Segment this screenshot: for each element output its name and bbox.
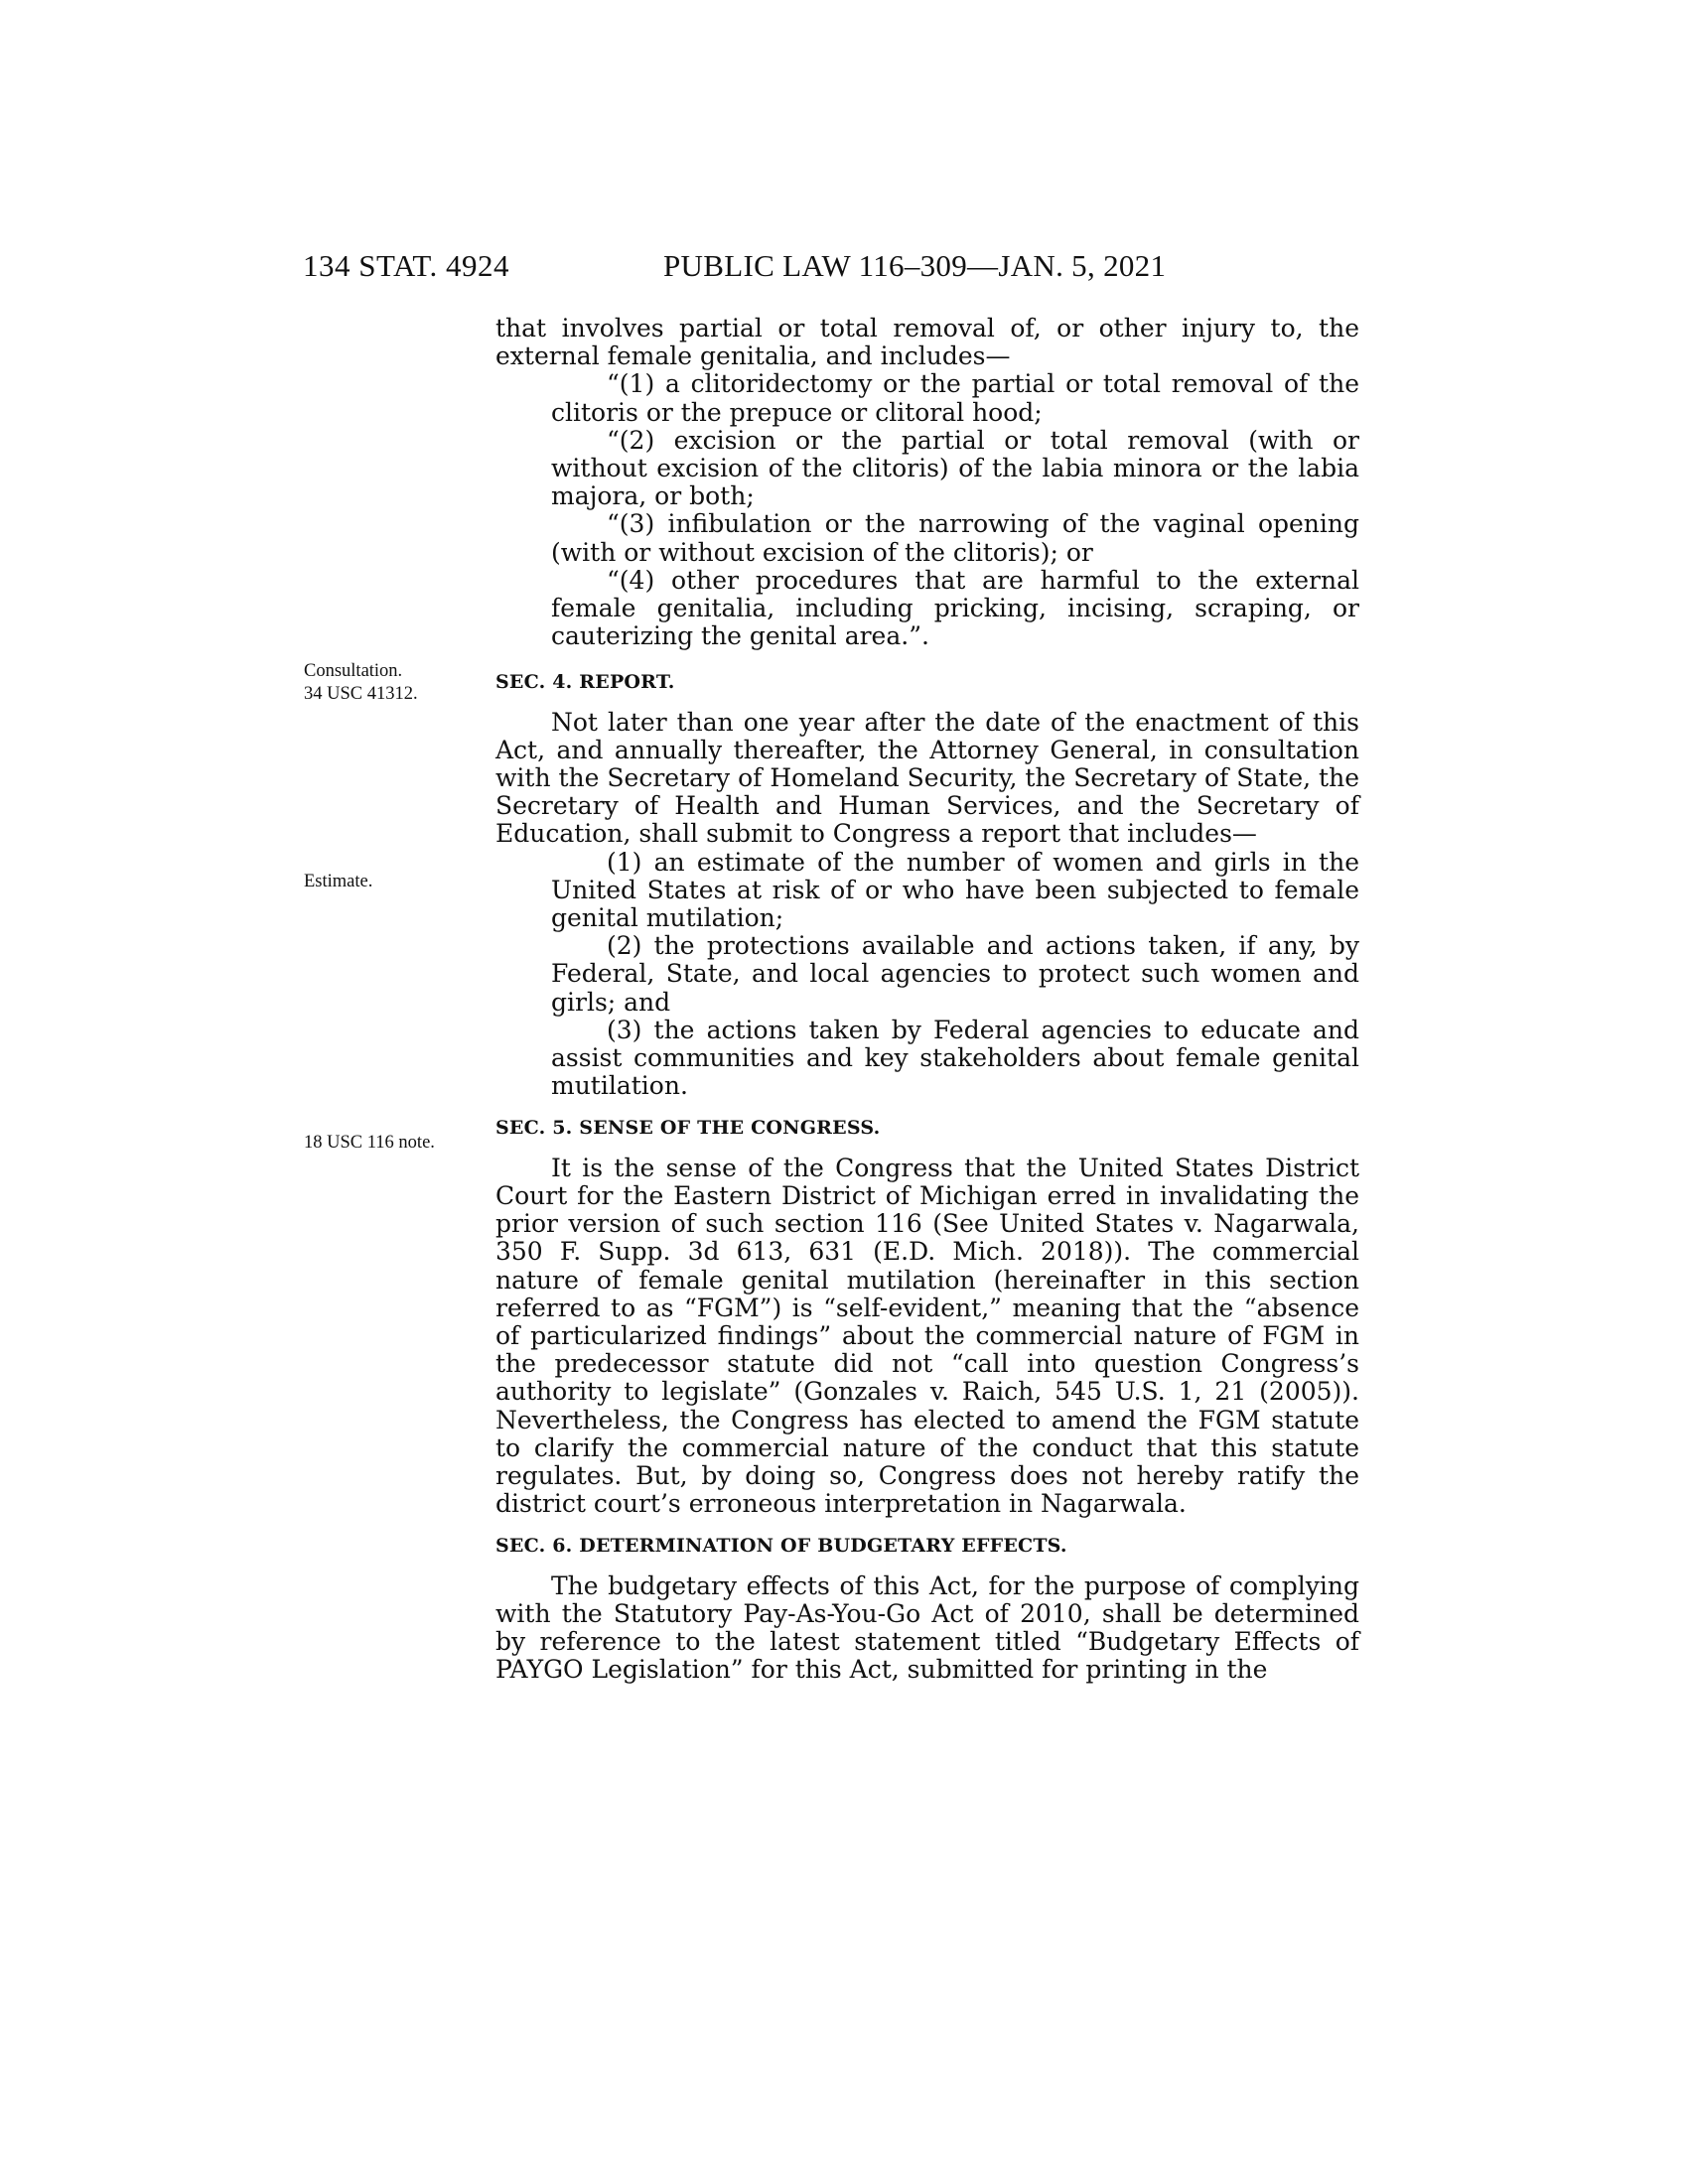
- margin-note-consultation: Consultation.: [304, 661, 403, 681]
- definition-item-2: “(2) excision or the partial or total removal (with or without excision of the clitoris) of the labia minora or the labia majora, or both;: [551, 425, 1359, 511]
- margin-note-usc-116-note: 18 USC 116 note.: [304, 1133, 435, 1153]
- sec5-text: It is the sense of the Congress that the United States District Court for the Eastern District of Michigan erred in invalidating the prior version of such section 116 (See United States v. Nagarwala, 350 F. Supp. 3d 613, 631 (E.D. Mich. 2018)). The commercial nature of female genital mutilation (hereinafter in this section referred to as “FGM”) is “self-evident,” meaning that the “absence of particularized findings” about the commercial nature of FGM in the predecessor statute did not “call into question Congress’s authority to legislate” (Gonzales v. Raich, 545 U.S. 1, 21 (2005)). Nevertheless, the Congress has elected to amend the FGM statute to clarify the commercial nature of the conduct that this statute regulates. But, by doing so, Congress does not hereby ratify the district court’s erroneous interpretation in Nagarwala.: [495, 1153, 1359, 1519]
- stat-page-number: 134 STAT. 4924: [303, 248, 510, 283]
- sec6-heading: SEC. 6. DETERMINATION OF BUDGETARY EFFECTS.: [495, 1535, 1067, 1558]
- sec4-intro: Not later than one year after the date of the enactment of this Act, and annually thereafter, the Attorney General, in consultation with the Secretary of Homeland Security, the Secretary of State, the Secretary of Health and Human Services, and the Secretary of Education, shall submit to Congress a report that includes—: [495, 707, 1359, 849]
- definition-item-3: “(3) infibulation or the narrowing of the vaginal opening (with or without excision of the clitoris); or: [551, 509, 1359, 567]
- sec4-item-3: (3) the actions taken by Federal agencies to educate and assist communities and key stakeholders about female genital mutilation.: [551, 1015, 1359, 1101]
- body-text: [495, 315, 1359, 1684]
- sec4-item-1: (1) an estimate of the number of women and girls in the United States at risk of or who have been subjected to female genital mutilation;: [551, 847, 1359, 933]
- running-title: PUBLIC LAW 116–309—JAN. 5, 2021: [663, 248, 1167, 283]
- margin-note-usc-41312: 34 USC 41312.: [304, 684, 418, 704]
- definition-item-1: “(1) a clitoridectomy or the partial or total removal of the clitoris or the prepuce or clitoral hood;: [551, 369, 1359, 427]
- margin-note-estimate: Estimate.: [304, 872, 373, 891]
- sec4-heading: SEC. 4. REPORT.: [495, 671, 675, 694]
- sec6-text: The budgetary effects of this Act, for the purpose of complying with the Statutory Pay-As-You-Go Act of 2010, shall be determined by reference to the latest statement titled “Budgetary Effects of PAYGO Legislation” for this Act, submitted for printing in the: [495, 1570, 1359, 1685]
- sec5-heading: SEC. 5. SENSE OF THE CONGRESS.: [495, 1117, 881, 1140]
- sec4-item-2: (2) the protections available and actions taken, if any, by Federal, State, and local agencies to protect such women and girls; and: [551, 931, 1359, 1017]
- definition-item-4: “(4) other procedures that are harmful to the external female genitalia, including pricking, incising, scraping, or cauterizing the genital area.”.: [551, 565, 1359, 651]
- continuation-paragraph: that involves partial or total removal of, or other injury to, the external female genitalia, and includes—: [495, 314, 1359, 371]
